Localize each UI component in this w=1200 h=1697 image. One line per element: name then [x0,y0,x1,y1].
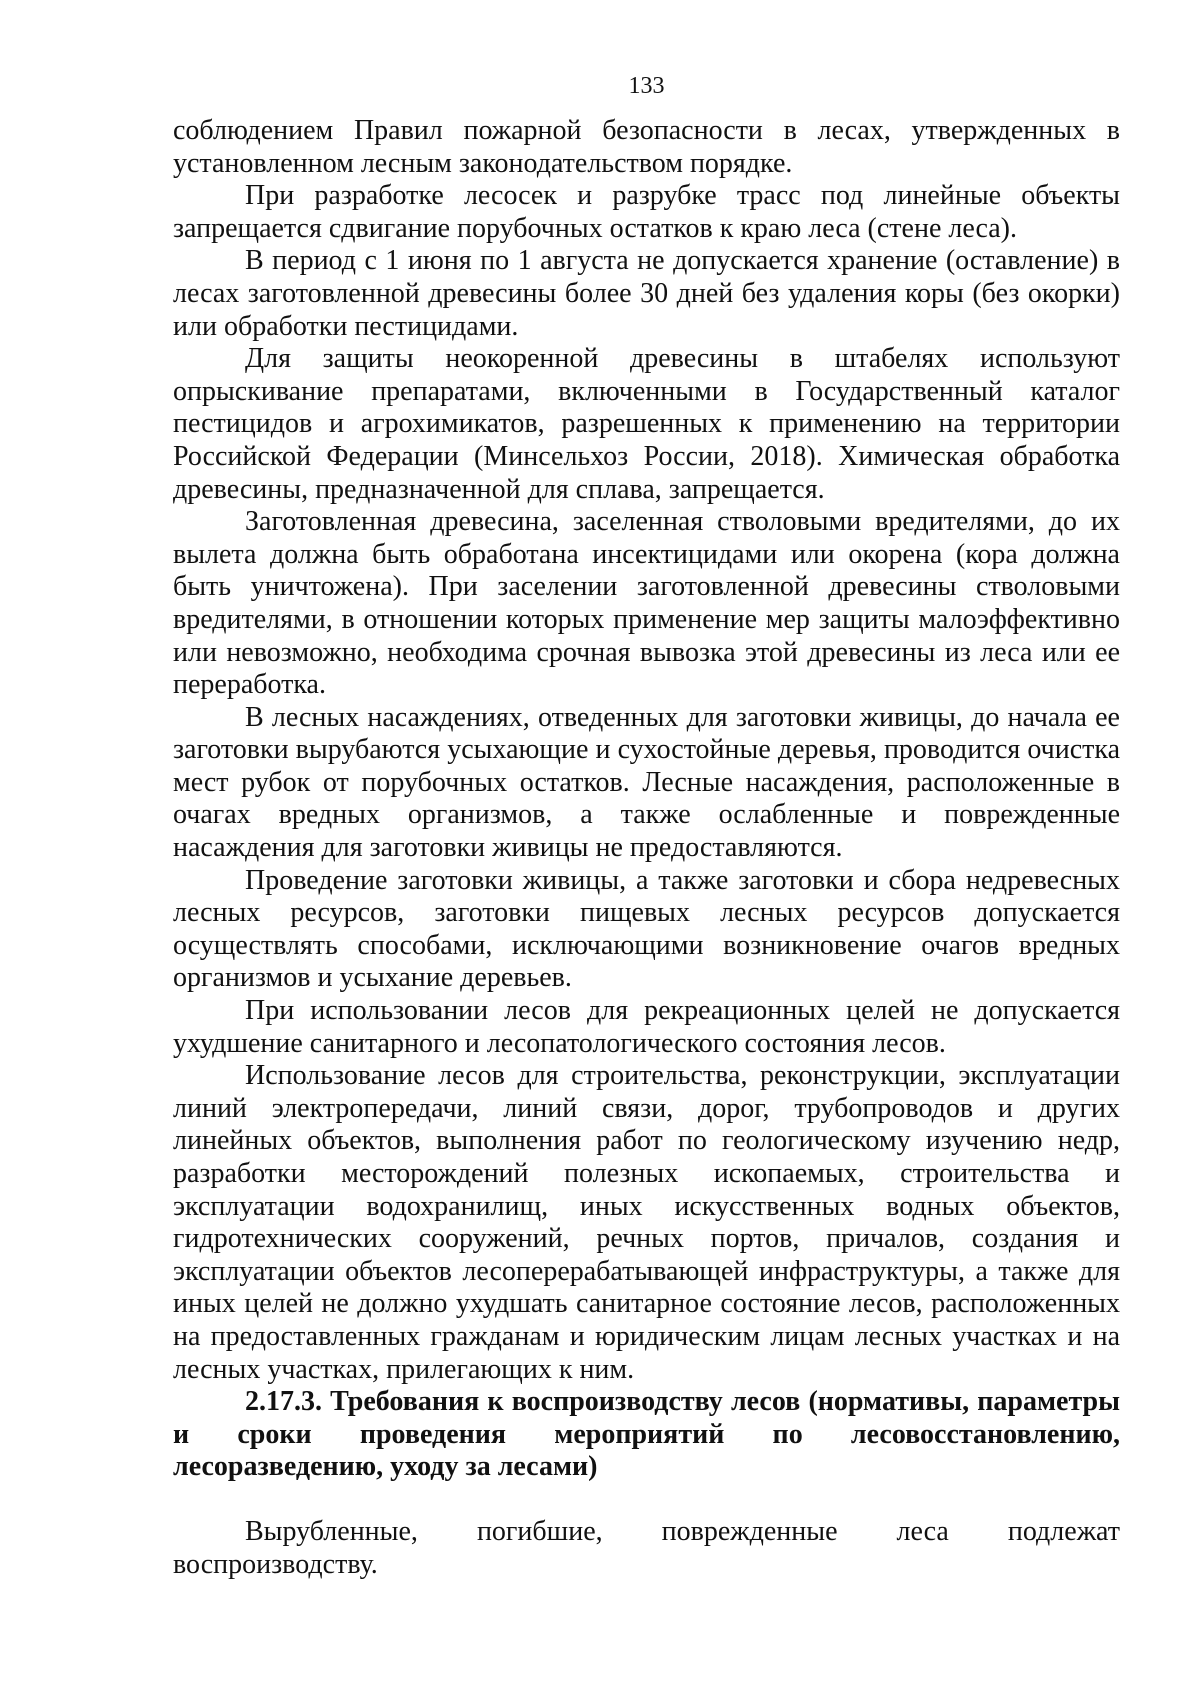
paragraph-infested-timber: Заготовленная древесина, заселенная стволовыми вредителями, до их вылета должна быть обработана инсектицидами или окорена (кора должна быть уничтожена). При заселении заготовленной древесины стволовыми вредителями, в отношении которых применение мер защиты малоэффективно или невозможно, необходима срочная вывозка этой древесины из леса или ее переработка. [173,506,1120,701]
paragraph-recreational-use: При использовании лесов для рекреационных целей не допускается ухудшение санитарного и лесопатологического состояния лесов. [173,995,1120,1059]
paragraph-timber-storage: В период с 1 июня по 1 августа не допускается хранение (оставление) в лесах заготовленной древесины более 30 дней без удаления коры (без окорки) или обработки пестицидами. [173,245,1120,342]
paragraph-linear-objects: Использование лесов для строительства, реконструкции, эксплуатации линий электропередачи, линий связи, дорог, трубопроводов и других линейных объектов, выполнения работ по геологическому изучению недр, разработки месторождений полезных ископаемых, строительства и эксплуатации водохранилищ, иных искусственных водных объектов, гидротехнических сооружений, речных портов, причалов, создания и эксплуатации объектов лесоперерабатывающей инфраструктуры, а также для иных целей не должно ухудшать санитарное состояние лесов, расположенных на предоставленных гражданам и юридическим лицам лесных участках и на лесных участках, прилегающих к ним. [173,1060,1120,1385]
paragraph-resin-harvesting-stands: В лесных насаждениях, отведенных для заготовки живицы, до начала ее заготовки вырубаются усыхающие и сухостойные деревья, проводится очистка мест рубок от порубочных остатков. Лесные насаждения, расположенные в очагах вредных организмов, а также ослабленные и поврежденные насаждения для заготовки живицы не предоставляются. [173,701,1120,864]
page-number: 133 [628,73,665,99]
section-heading: 2.17.3. Требования к воспроизводству лесов (нормативы, параметры и сроки проведения мероприятий по лесовосстановлению, лесоразведению, уходу за лесами) [173,1386,1120,1483]
paragraph-logging-residues: При разработке лесосек и разрубке трасс под линейные объекты запрещается сдвигание порубочных остатков к краю леса (стене леса). [173,180,1120,244]
section-spacer [173,1484,1120,1516]
paragraph-non-timber-resources: Проведение заготовки живицы, а также заготовки и сбора недревесных лесных ресурсов, заготовки пищевых лесных ресурсов допускается осуществлять способами, исключающими возникновение очагов вредных организмов и усыхание деревьев. [173,864,1120,994]
paragraph-fire-safety-continuation: соблюдением Правил пожарной безопасности в лесах, утвержденных в установленном лесным законодательством порядке. [173,115,1120,179]
document-body [173,115,1120,1581]
paragraph-reforestation: Вырубленные, погибшие, поврежденные леса подлежат воспроизводству. [173,1515,1120,1580]
paragraph-timber-protection: Для защиты неокоренной древесины в штабелях используют опрыскивание препаратами, включенными в Государственный каталог пестицидов и агрохимикатов, разрешенных к применению на территории Российской Федерации (Минсельхоз России, 2018). Химическая обработка древесины, предназначенной для сплава, запрещается. [173,343,1120,505]
